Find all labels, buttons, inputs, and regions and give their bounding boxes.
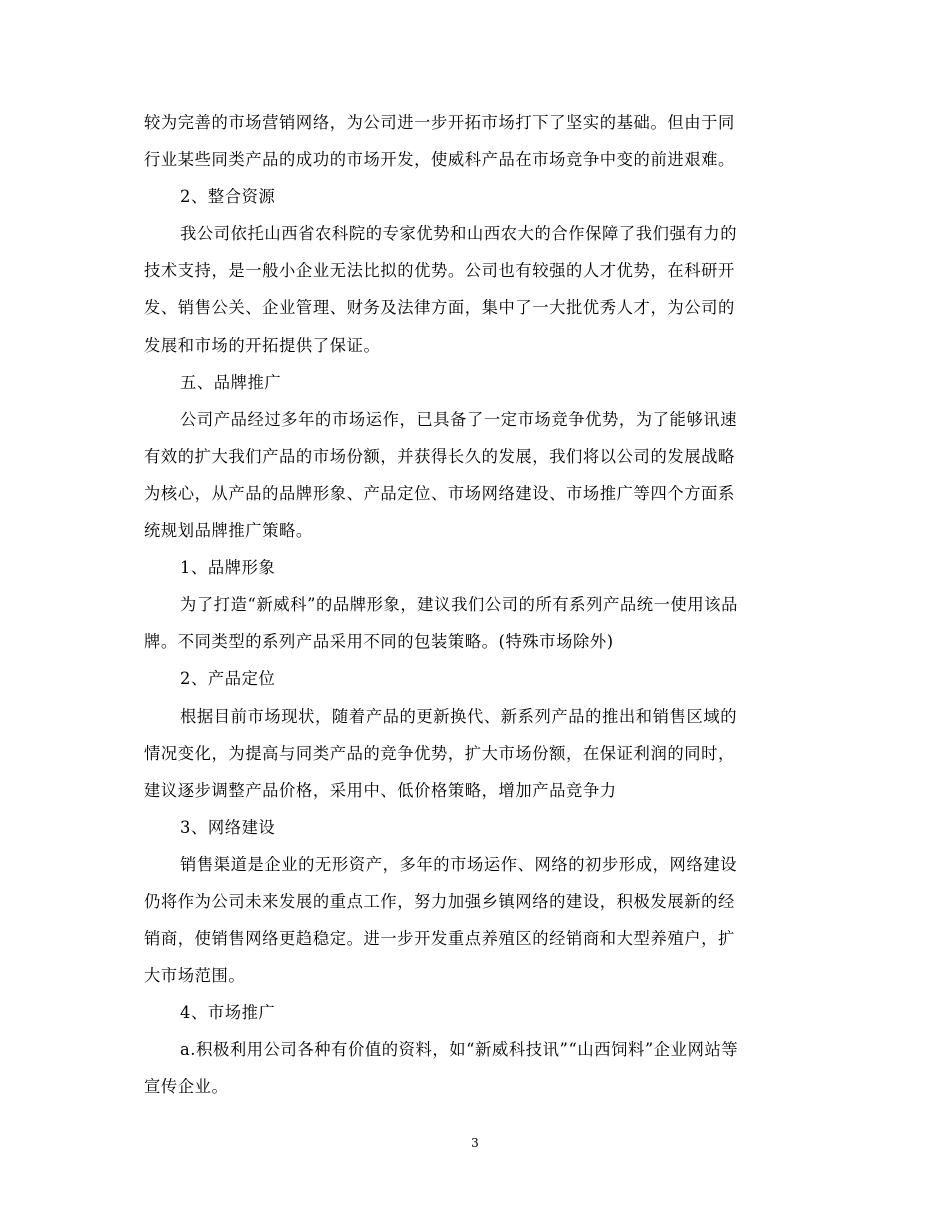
paragraph-line: 技术支持，是一般小企业无法比拟的优势。公司也有较强的人才优势，在科研开 xyxy=(144,261,735,281)
paragraph-line: 情况变化，为提高与同类产品的竞争优势，扩大市场份额，在保证利润的同时， xyxy=(144,743,735,763)
paragraph-line: 有效的扩大我们产品的市场份额，并获得长久的发展，我们将以公司的发展战略 xyxy=(144,446,735,466)
section-heading: 五、品牌推广 xyxy=(180,372,282,392)
page-number: 3 xyxy=(471,1136,479,1150)
section-heading: 2、整合资源 xyxy=(180,187,276,207)
paragraph-line: 发、销售公关、企业管理、财务及法律方面，集中了一大批优秀人才，为公司的 xyxy=(144,298,735,318)
paragraph-line: 为了打造“新威科”的品牌形象，建议我们公司的所有系列产品统一使用该品 xyxy=(180,595,739,615)
paragraph-line: 统规划品牌推广策略。 xyxy=(144,521,313,541)
paragraph-line: a.积极利用公司各种有价值的资料，如“新威科技讯”“山西饲料”企业网站等 xyxy=(180,1040,739,1060)
document-body xyxy=(144,113,808,1115)
paragraph-line: 较为完善的市场营销网络，为公司进一步开拓市场打下了坚实的基础。但由于同 xyxy=(144,113,735,132)
paragraph-line: 仍将作为公司未来发展的重点工作，努力加强乡镇网络的建设，积极发展新的经 xyxy=(144,891,735,911)
paragraph-line: 根据目前市场现状，随着产品的更新换代、新系列产品的推出和销售区域的 xyxy=(180,706,738,726)
paragraph-line: 销商，使销售网络更趋稳定。进一步开发重点养殖区的经销商和大型养殖户，扩 xyxy=(144,929,735,949)
paragraph-line: 为核心，从产品的品牌形象、产品定位、市场网络建设、市场推广等四个方面系 xyxy=(144,483,735,503)
paragraph-line: 大市场范围。 xyxy=(144,966,246,986)
section-heading: 4、市场推广 xyxy=(180,1003,276,1023)
paragraph-line: 牌。不同类型的系列产品采用不同的包装策略。(特殊市场除外) xyxy=(144,632,614,652)
paragraph-line: 宣传企业。 xyxy=(144,1077,229,1097)
section-heading: 1、品牌形象 xyxy=(180,558,276,578)
section-heading: 2、产品定位 xyxy=(180,669,276,689)
paragraph-line: 发展和市场的开拓提供了保证。 xyxy=(144,335,381,355)
paragraph-line: 销售渠道是企业的无形资产，多年的市场运作、网络的初步形成，网络建设 xyxy=(180,854,738,874)
paragraph-line: 建议逐步调整产品价格，采用中、低价格策略，增加产品竞争力 xyxy=(144,780,617,800)
paragraph-line: 公司产品经过多年的市场运作，已具备了一定市场竞争优势，为了能够讯速 xyxy=(180,409,738,429)
paragraph-line: 我公司依托山西省农科院的专家优势和山西农大的合作保障了我们强有力的 xyxy=(180,224,738,244)
section-heading: 3、网络建设 xyxy=(180,817,276,837)
paragraph-line: 行业某些同类产品的成功的市场开发，使威科产品在市场竞争中变的前进艰难。 xyxy=(144,150,735,170)
